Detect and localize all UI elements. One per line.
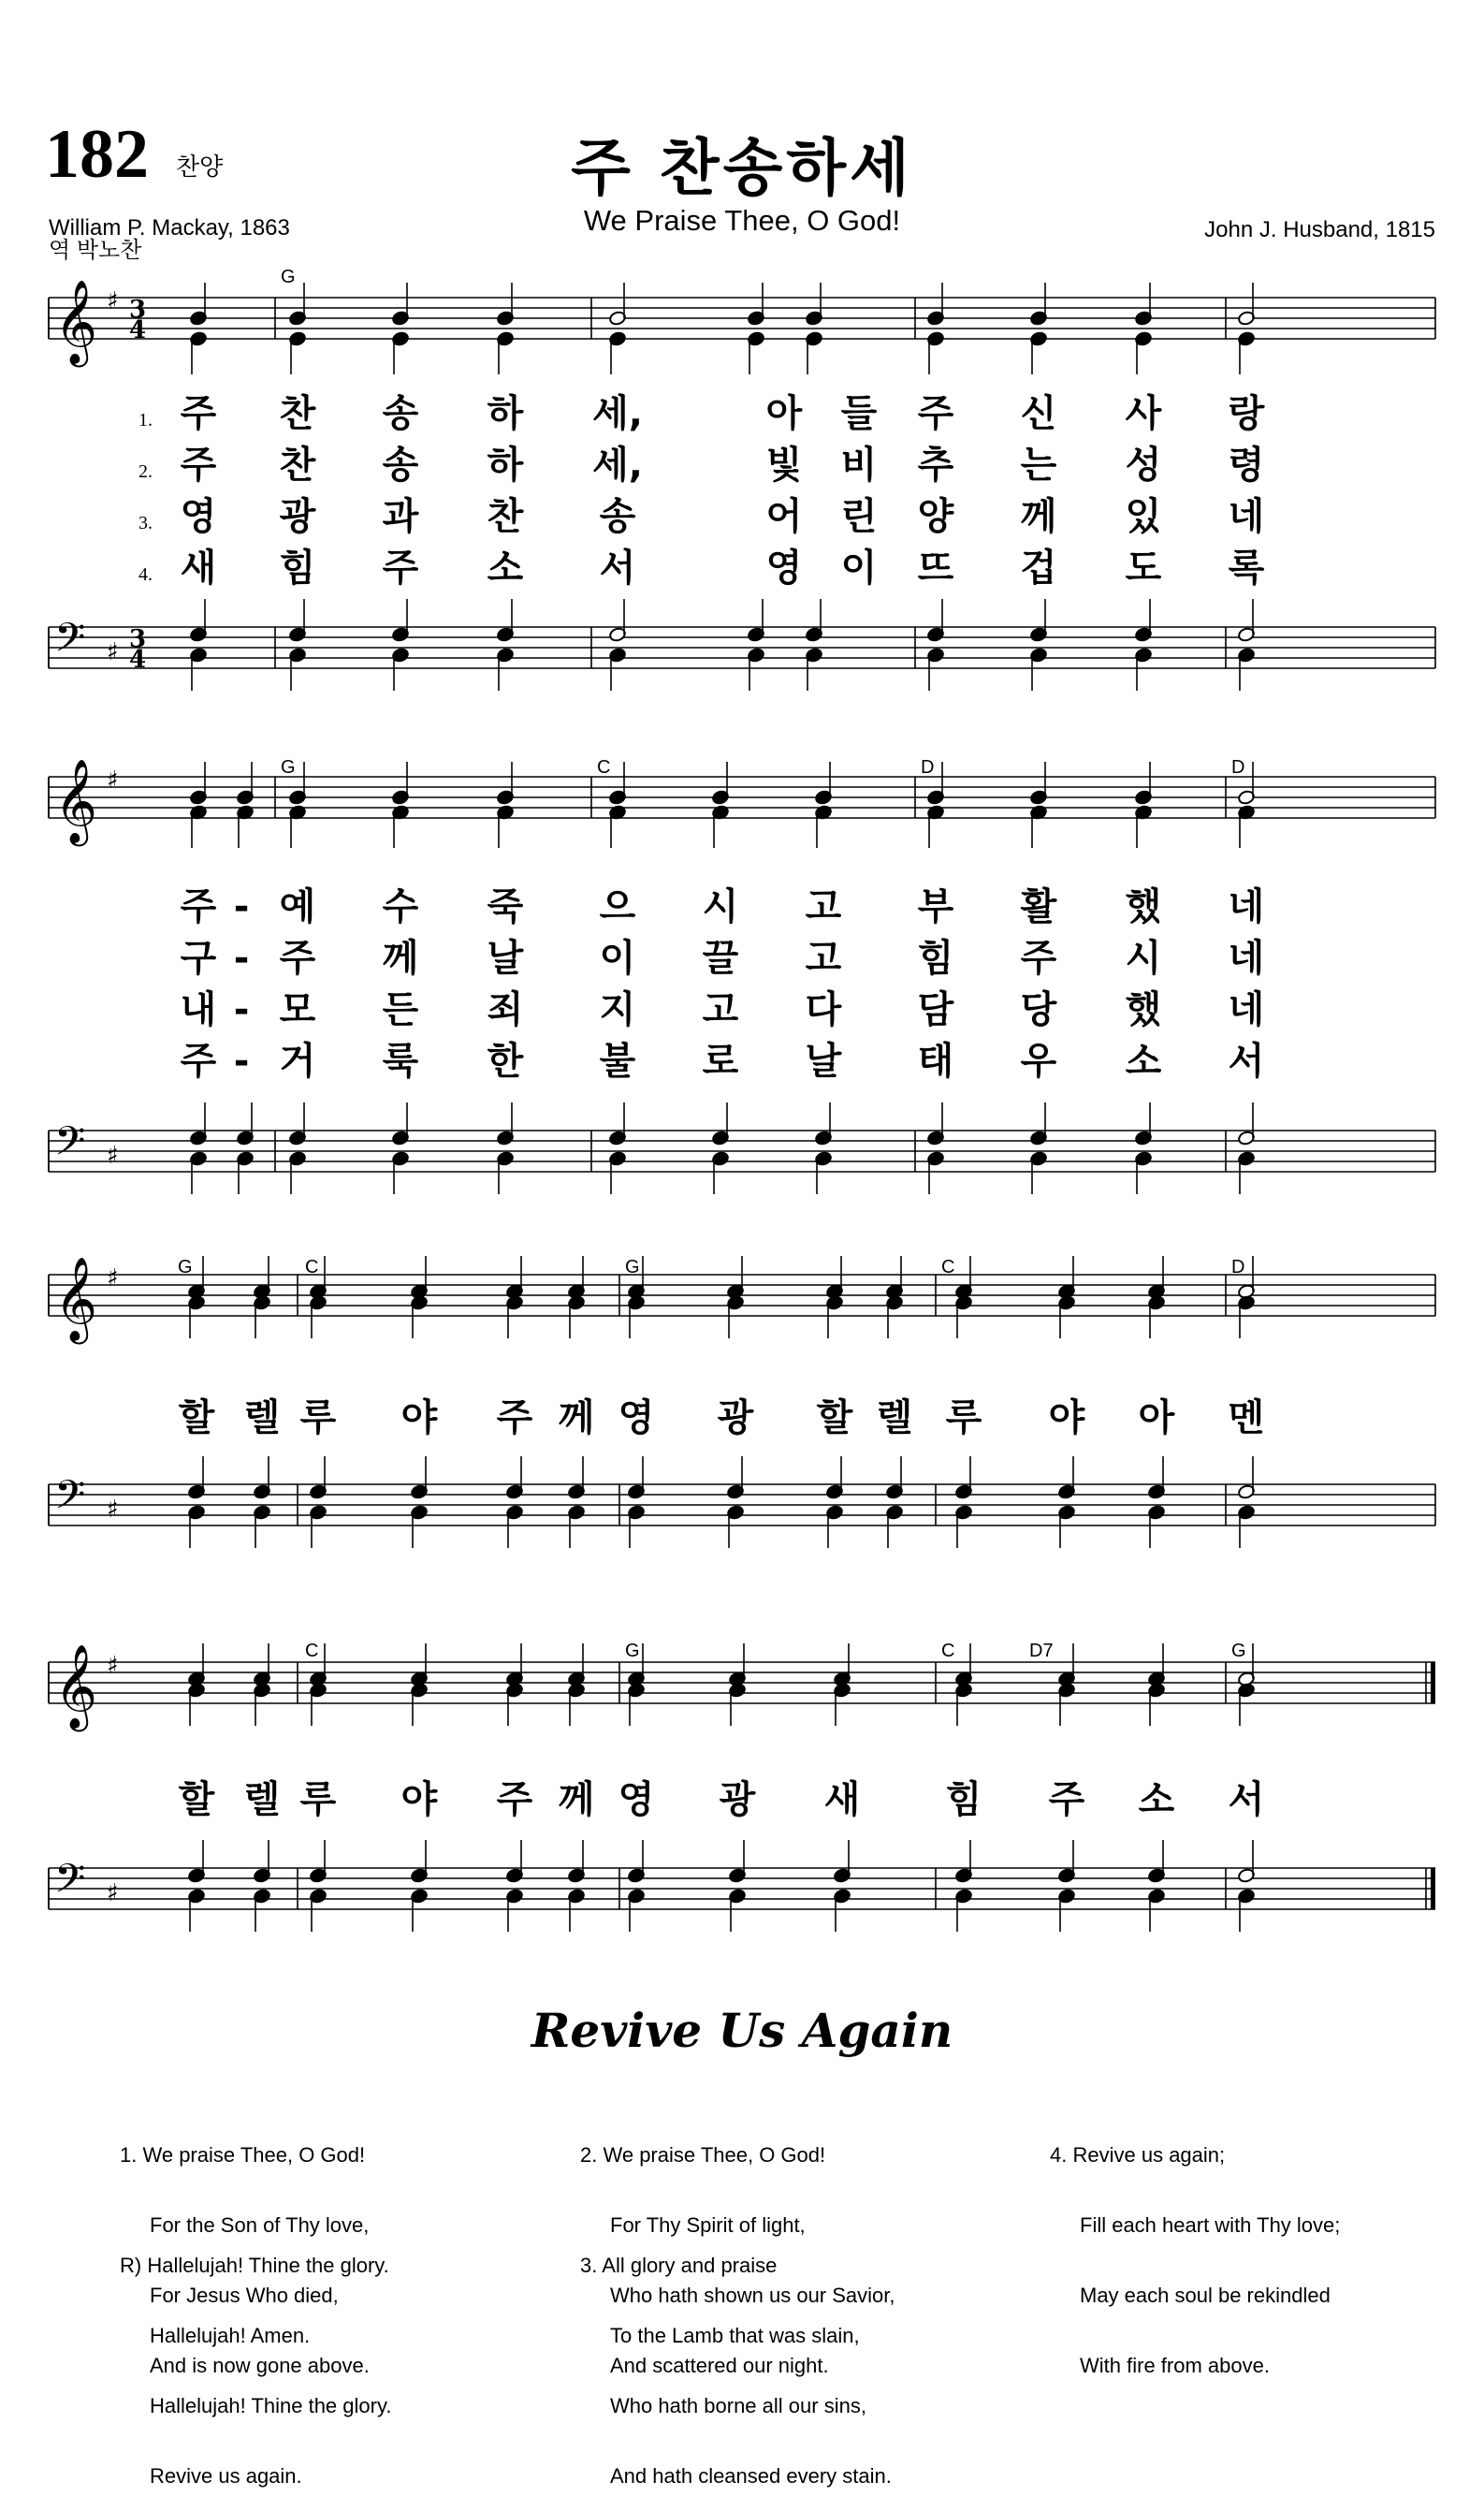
composer-credit: John J. Husband, 1815 xyxy=(1204,217,1435,242)
lyric-syllable: 소 xyxy=(1138,1778,1175,1821)
chord-label: G xyxy=(178,1257,193,1277)
lyric-syllable: 서 xyxy=(599,547,636,590)
lyric-syllable: 께 xyxy=(558,1396,595,1439)
stanza-number: 4. xyxy=(1050,2143,1068,2167)
author-name: William P. Mackay, 1863 xyxy=(49,215,290,241)
lyric-syllable: 주 xyxy=(180,392,217,435)
lyric-syllable: 불 xyxy=(599,1040,636,1083)
lyric-syllable: 랑 xyxy=(1228,392,1265,435)
lyric-syllable: 렐 xyxy=(243,1778,281,1821)
stanza-line: May each soul be rekindled xyxy=(1080,2284,1331,2307)
hymn-subtitle: We Praise Thee, O God! xyxy=(583,204,901,237)
lyric-syllable: 주 xyxy=(917,392,954,435)
lyric-syllable: 룩 xyxy=(382,1040,419,1083)
refrain-marker: R) xyxy=(120,2254,142,2277)
chord-label: G xyxy=(281,267,296,287)
lyric-syllable: 네 xyxy=(1228,937,1265,980)
lyric-syllable: 새 xyxy=(180,547,217,590)
lyric-syllable: 부 xyxy=(917,885,954,928)
time-signature-bottom: 4 xyxy=(129,316,147,344)
lyric-syllable: 비 xyxy=(840,444,878,487)
lyric-syllable: 사 xyxy=(1125,392,1162,435)
lyric-syllable: 힘 xyxy=(279,547,316,590)
lyric-syllable: 께 xyxy=(1020,495,1057,538)
lyric-syllable: - xyxy=(233,988,250,1031)
lyric-syllable: 주 xyxy=(496,1396,533,1439)
lyric-syllable: 빛 xyxy=(765,444,803,487)
stanza-number: 1. xyxy=(120,2143,138,2167)
chord-label: G xyxy=(625,1641,640,1661)
lyric-syllable: 고 xyxy=(805,885,842,928)
lyric-syllable: 힘 xyxy=(917,937,954,980)
key-signature-sharp: ♯ xyxy=(107,766,119,795)
key-signature-sharp: ♯ xyxy=(107,1264,119,1292)
lyric-syllable: 영 xyxy=(765,547,803,590)
stanza-line: Hallelujah! Thine the glory. xyxy=(150,2394,392,2417)
lyric-syllable: 광 xyxy=(719,1778,756,1821)
chord-label: G xyxy=(1231,1641,1246,1661)
lyric-syllable: 송 xyxy=(382,444,419,487)
lyric-syllable: 뜨 xyxy=(917,547,954,590)
lyric-syllable: 렐 xyxy=(243,1396,281,1439)
stanza-line: And scattered our night. xyxy=(610,2354,829,2377)
lyric-syllable: 주 xyxy=(180,444,217,487)
lyric-syllable: 세, xyxy=(592,392,643,435)
lyric-syllable: 했 xyxy=(1125,988,1162,1031)
final-barline-thick xyxy=(1431,1868,1435,1909)
lyric-syllable: 내 xyxy=(180,988,217,1031)
lyric-syllable: 야 xyxy=(400,1778,438,1821)
lyric-syllable: 네 xyxy=(1228,495,1265,538)
stanza-line: For Thy Spirit of light, xyxy=(610,2213,806,2237)
stanza-line: All glory and praise xyxy=(602,2254,778,2277)
lyric-syllable: 멘 xyxy=(1228,1396,1265,1439)
stanza-line: For the Son of Thy love, xyxy=(150,2213,370,2237)
lyric-syllable: 고 xyxy=(702,988,739,1031)
lyric-syllable: 께 xyxy=(558,1778,595,1821)
lyric-syllable: 이 xyxy=(599,937,636,980)
chord-label: C xyxy=(597,757,611,778)
chord-label: C xyxy=(305,1641,319,1661)
bass-clef: 𝄢 xyxy=(54,615,86,671)
lyric-syllable: 령 xyxy=(1228,444,1265,487)
lyric-syllable: 성 xyxy=(1125,444,1162,487)
key-signature-sharp: ♯ xyxy=(107,1496,119,1524)
lyric-syllable: 주 xyxy=(180,1040,217,1083)
verse-number: 1. xyxy=(138,410,153,431)
tune-name: Revive Us Again xyxy=(531,2003,953,2058)
lyric-syllable: 루 xyxy=(299,1778,337,1821)
lyric-syllable: 하 xyxy=(487,392,524,435)
lyric-syllable: 야 xyxy=(1048,1396,1085,1439)
lyric-syllable: 하 xyxy=(487,444,524,487)
treble-clef: 𝄞 xyxy=(54,1644,98,1729)
lyric-syllable: 태 xyxy=(917,1040,954,1083)
hymn-category: 찬양 xyxy=(176,153,224,182)
stanza-line: To the Lamb that was slain, xyxy=(610,2324,860,2347)
lyric-syllable: 수 xyxy=(382,885,419,928)
stanza-number: 3. xyxy=(580,2254,598,2277)
lyric-syllable: 소 xyxy=(1125,1040,1162,1083)
english-refrain xyxy=(120,2207,391,2511)
stanza-line: With fire from above. xyxy=(1080,2354,1270,2377)
stanza-line: Who hath borne all our sins, xyxy=(610,2394,866,2417)
lyric-syllable: 시 xyxy=(702,885,739,928)
verse-number: 3. xyxy=(138,513,153,533)
chord-label: C xyxy=(941,1641,955,1661)
bass-clef: 𝄢 xyxy=(54,1118,86,1175)
lyric-syllable: 새 xyxy=(823,1778,861,1821)
lyric-syllable: 했 xyxy=(1125,885,1162,928)
lyric-syllable: 영 xyxy=(618,1778,655,1821)
lyric-syllable: 서 xyxy=(1228,1778,1265,1821)
lyric-syllable: 영 xyxy=(180,495,217,538)
verse-number: 4. xyxy=(138,564,153,585)
lyric-syllable: 양 xyxy=(917,495,954,538)
lyric-syllable: 주 xyxy=(382,547,419,590)
stanza-line: Who hath shown us our Savior, xyxy=(610,2284,895,2307)
lyric-syllable: 할 xyxy=(178,1396,215,1439)
lyric-syllable: 린 xyxy=(840,495,878,538)
lyric-syllable: 송 xyxy=(382,392,419,435)
lyric-syllable: 세, xyxy=(592,444,643,487)
lyric-syllable: - xyxy=(233,885,250,928)
chord-label: G xyxy=(625,1257,640,1277)
translator-name: 역 박노찬 xyxy=(49,238,142,263)
stanza-line: Hallelujah! Amen. xyxy=(150,2324,311,2347)
lyric-syllable: - xyxy=(233,937,250,980)
lyric-syllable: 할 xyxy=(178,1778,215,1821)
chord-label: G xyxy=(281,757,296,778)
lyric-syllable: 로 xyxy=(702,1040,739,1083)
time-signature-bottom: 4 xyxy=(129,646,147,674)
lyric-syllable: 렐 xyxy=(876,1396,913,1439)
hymn-title: 주 찬송하세 xyxy=(571,132,913,204)
stanza-line: Revive us again; xyxy=(1072,2143,1226,2167)
treble-clef: 𝄞 xyxy=(54,280,98,364)
lyric-syllable: 광 xyxy=(717,1396,754,1439)
lyric-syllable: 힘 xyxy=(945,1778,982,1821)
lyric-syllable: 주 xyxy=(496,1778,533,1821)
lyric-syllable: 한 xyxy=(487,1040,524,1083)
lyric-syllable: 네 xyxy=(1228,988,1265,1031)
chord-label: C xyxy=(305,1257,319,1277)
stanza-line: And is now gone above. xyxy=(150,2354,370,2377)
treble-clef: 𝄞 xyxy=(54,1257,98,1341)
treble-clef: 𝄞 xyxy=(54,759,98,843)
lyric-syllable: 다 xyxy=(805,988,842,1031)
lyric-syllable: 추 xyxy=(917,444,954,487)
stanza-line: And hath cleansed every stain. xyxy=(610,2464,892,2488)
stanza-line: We praise Thee, O God! xyxy=(603,2143,826,2167)
lyric-syllable: 모 xyxy=(279,988,316,1031)
lyric-syllable: 께 xyxy=(382,937,419,980)
lyric-syllable: 루 xyxy=(945,1396,982,1439)
lyric-syllable: 있 xyxy=(1125,495,1162,538)
stanza-line: Fill each heart with Thy love; xyxy=(1080,2213,1341,2237)
time-signature-top: 3 xyxy=(129,296,147,324)
lyric-syllable: 아 xyxy=(1138,1396,1175,1439)
lyric-syllable: 예 xyxy=(279,885,316,928)
lyric-syllable: - xyxy=(233,1040,250,1083)
lyric-syllable: 지 xyxy=(599,988,636,1031)
key-signature-sharp: ♯ xyxy=(107,638,119,666)
hymn-number: 182 xyxy=(45,116,149,193)
lyric-syllable: 당 xyxy=(1020,988,1057,1031)
time-signature-top: 3 xyxy=(129,625,147,653)
lyric-syllable: 찬 xyxy=(487,495,524,538)
bass-clef: 𝄢 xyxy=(54,1856,86,1912)
lyric-syllable: 고 xyxy=(805,937,842,980)
lyric-syllable: 우 xyxy=(1020,1040,1057,1083)
lyric-syllable: 아 xyxy=(765,392,803,435)
lyric-syllable: 는 xyxy=(1020,444,1057,487)
lyric-syllable: 루 xyxy=(299,1396,337,1439)
lyric-syllable: 록 xyxy=(1228,547,1265,590)
lyric-syllable: 찬 xyxy=(279,392,316,435)
lyric-syllable: 죽 xyxy=(487,885,524,928)
lyric-syllable: 시 xyxy=(1125,937,1162,980)
stanza-line: We praise Thee, O God! xyxy=(142,2143,366,2167)
chord-label: D7 xyxy=(1029,1641,1054,1661)
lyric-syllable: 이 xyxy=(840,547,878,590)
stanza-line: Hallelujah! Thine the glory. xyxy=(147,2254,389,2277)
key-signature-sharp: ♯ xyxy=(107,1879,119,1907)
key-signature-sharp: ♯ xyxy=(107,1142,119,1170)
stanza-line: Revive us again. xyxy=(150,2464,302,2488)
verse-number: 2. xyxy=(138,461,153,482)
english-stanza-3 xyxy=(580,2207,892,2511)
lyric-syllable: 야 xyxy=(400,1396,438,1439)
lyric-syllable: 송 xyxy=(599,495,636,538)
lyric-syllable: 담 xyxy=(917,988,954,1031)
lyric-syllable: 네 xyxy=(1228,885,1265,928)
stanza-number: 2. xyxy=(580,2143,598,2167)
lyric-syllable: 신 xyxy=(1020,392,1057,435)
lyric-syllable: 겁 xyxy=(1020,547,1057,590)
lyric-syllable: 광 xyxy=(279,495,316,538)
chord-label: D xyxy=(1231,1257,1245,1277)
lyric-syllable: 찬 xyxy=(279,444,316,487)
english-stanza-4 xyxy=(1050,2096,1340,2401)
lyric-syllable: 끌 xyxy=(702,937,739,980)
lyric-syllable: 활 xyxy=(1020,885,1057,928)
lyric-syllable: 도 xyxy=(1125,547,1162,590)
key-signature-sharp: ♯ xyxy=(107,1652,119,1680)
lyric-syllable: 서 xyxy=(1228,1040,1265,1083)
stanza-line: For Jesus Who died, xyxy=(150,2284,339,2307)
lyric-syllable: 할 xyxy=(816,1396,853,1439)
lyric-syllable: 어 xyxy=(765,495,803,538)
lyric-syllable: 날 xyxy=(805,1040,842,1083)
lyric-syllable: 과 xyxy=(382,495,419,538)
lyric-syllable: 영 xyxy=(618,1396,655,1439)
chord-label: D xyxy=(1231,757,1245,778)
lyric-syllable: 구 xyxy=(180,937,217,980)
lyric-syllable: 주 xyxy=(180,885,217,928)
lyric-syllable: 날 xyxy=(487,937,524,980)
lyric-syllable: 주 xyxy=(1020,937,1057,980)
lyric-syllable: 주 xyxy=(279,937,316,980)
chord-label: D xyxy=(921,757,935,778)
lyric-syllable: 든 xyxy=(382,988,419,1031)
lyric-syllable: 으 xyxy=(599,885,636,928)
key-signature-sharp: ♯ xyxy=(107,287,119,315)
lyric-syllable: 주 xyxy=(1048,1778,1085,1821)
lyric-syllable: 들 xyxy=(840,392,878,435)
lyric-syllable: 소 xyxy=(487,547,524,590)
final-barline-thick xyxy=(1431,1662,1435,1703)
lyric-syllable: 거 xyxy=(279,1040,316,1083)
bass-clef: 𝄢 xyxy=(54,1472,86,1528)
chord-label: C xyxy=(941,1257,955,1277)
lyric-syllable: 죄 xyxy=(487,988,524,1031)
